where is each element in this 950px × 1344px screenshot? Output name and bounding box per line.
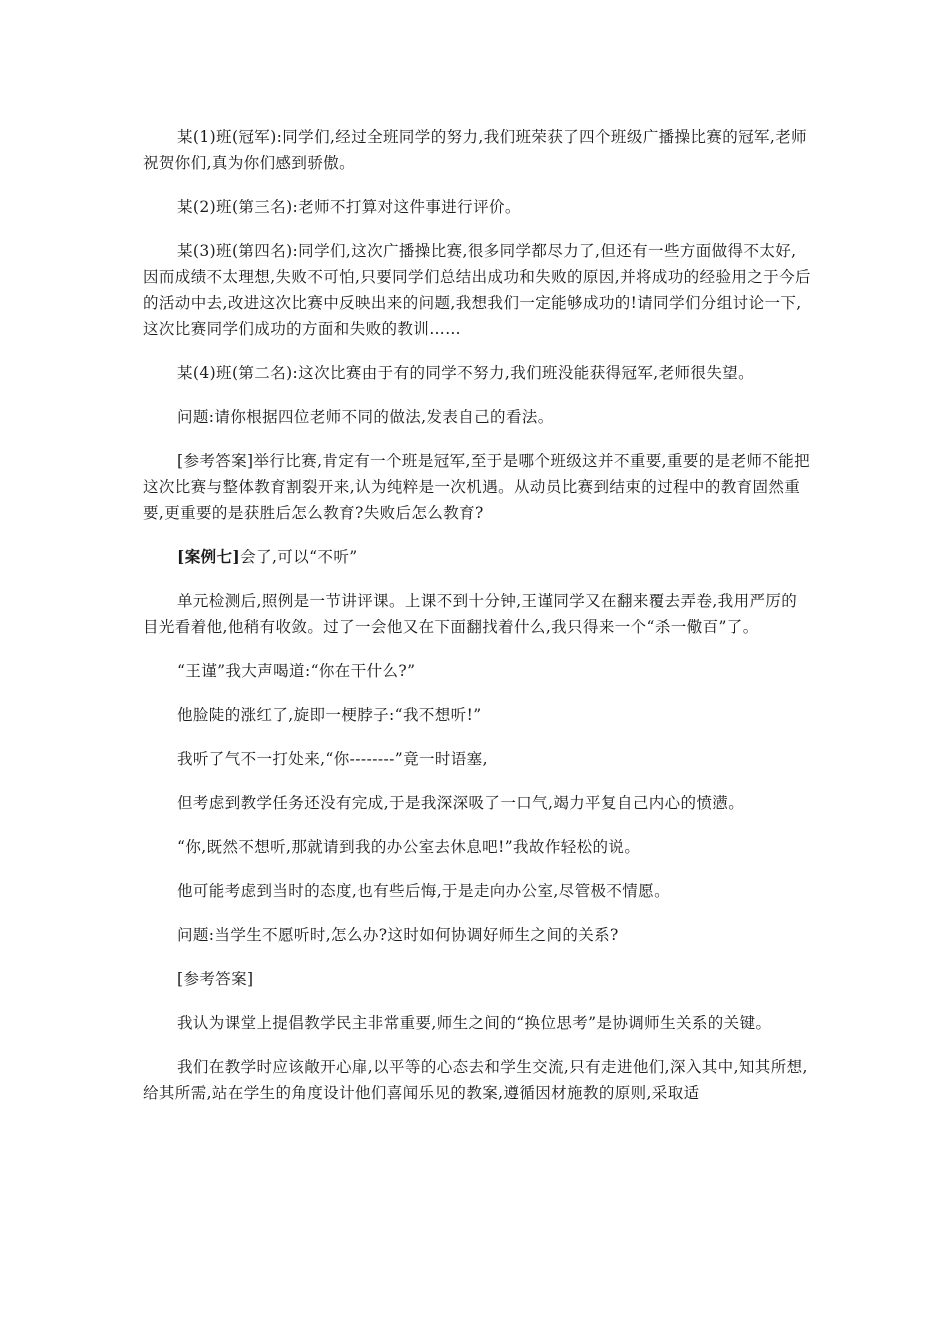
paragraph-question2: 问题:当学生不愿听时,怎么办?这时如何协调好师生之间的关系? — [177, 926, 619, 944]
paragraph-answer1: [参考答案]举行比赛,肯定有一个班是冠军,至于是哪个班级这并不重要,重要的是老师不能把这次比赛与整体教育割裂开来,认为纯粹是一次机遇。从动员比赛到结束的过程中的教育固然重要,更重要的是获胜后怎么教育?失败后怎么教育? — [143, 452, 811, 522]
paragraph-answer2: 我认为课堂上提倡教学民主非常重要,师生之间的“换位思考”是协调师生关系的关键。 — [177, 1014, 772, 1032]
paragraph-dialogue2: 他脸陡的涨红了,旋即一梗脖子:“我不想听!” — [177, 706, 482, 724]
paragraph-class1: 某(1)班(冠军):同学们,经过全班同学的努力,我们班荣获了四个班级广播操比赛的冠军,老师祝贺你们,真为你们感到骄傲。 — [143, 128, 808, 172]
paragraph-dialogue3: 我听了气不一打处来,“你--------”竟一时语塞, — [177, 750, 488, 768]
case-heading — [143, 544, 811, 570]
paragraph-dialogue1: “王谨”我大声喝道:“你在干什么?” — [177, 662, 416, 680]
case-title-text: 会了,可以“不听” — [240, 548, 358, 566]
paragraph-class2: 某(2)班(第三名):老师不打算对这件事进行评价。 — [177, 198, 521, 216]
paragraph-class3: 某(3)班(第四名):同学们,这次广播操比赛,很多同学都尽力了,但还有一些方面做得不太好,因而成绩不太理想,失败不可怕,只要同学们总结出成功和失败的原因,并将成功的经验用之于今后的活动中去,改进这次比赛中反映出来的问题,我想我们一定能够成功的!请同学们分组讨论一下,这次比赛同学们成功的方面和失败的教训…… — [143, 242, 811, 338]
paragraph-class4: 某(4)班(第二名):这次比赛由于有的同学不努力,我们班没能获得冠军,老师很失望。 — [177, 364, 755, 382]
paragraph-answer3: 我们在教学时应该敞开心扉,以平等的心态去和学生交流,只有走进他们,深入其中,知其所想,给其所需,站在学生的角度设计他们喜闻乐见的教案,遵循因材施教的原则,采取适 — [143, 1058, 808, 1102]
paragraph-story2: 但考虑到教学任务还没有完成,于是我深深吸了一口气,竭力平复自己内心的愤懑。 — [177, 794, 745, 812]
case-label: [案例七] — [177, 547, 241, 566]
paragraph-story3: 他可能考虑到当时的态度,也有些后悔,于是走向办公室,尽管极不情愿。 — [177, 882, 670, 900]
paragraph-story1: 单元检测后,照例是一节讲评课。上课不到十分钟,王谨同学又在翻来覆去弄卷,我用严厉的目光看着他,他稍有收敛。过了一会他又在下面翻找着什么,我只得来一个“杀一儆百”了。 — [143, 592, 798, 636]
paragraph-dialogue4: “你,既然不想听,那就请到我的办公室去休息吧!”我故作轻松的说。 — [177, 838, 641, 856]
paragraph-answer-label: [参考答案] — [177, 970, 254, 988]
document-page — [143, 124, 811, 1106]
paragraph-question1: 问题:请你根据四位老师不同的做法,发表自己的看法。 — [177, 408, 554, 426]
